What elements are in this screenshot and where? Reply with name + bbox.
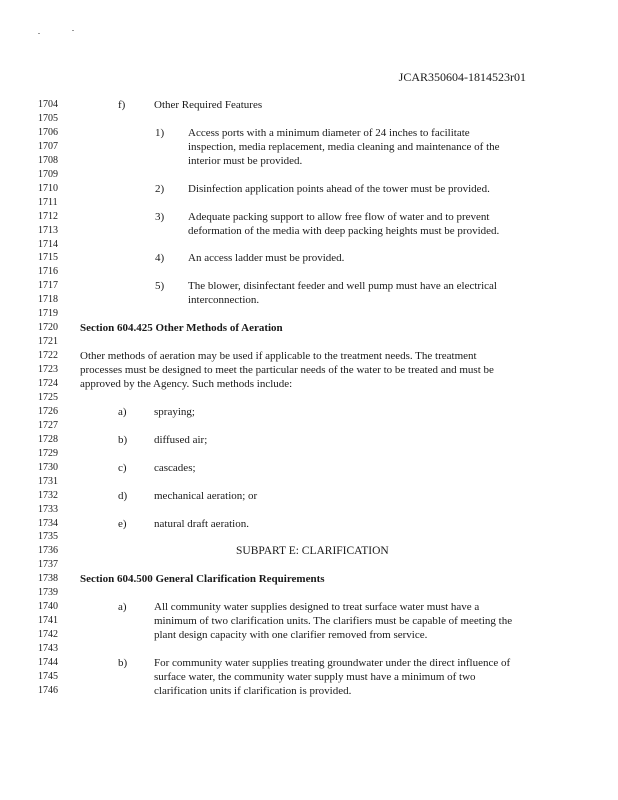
line-text: Access ports with a minimum diameter of 24 inches to facilitate (188, 126, 470, 139)
line-number: 1723 (38, 364, 58, 376)
line-number: 1711 (38, 196, 58, 208)
document-line (38, 656, 578, 670)
line-number: 1706 (38, 126, 58, 138)
document-line (38, 503, 578, 517)
document-line (38, 391, 578, 405)
document-line (38, 586, 578, 600)
line-number: 1739 (38, 587, 58, 599)
document-line (38, 168, 578, 182)
line-number: 1709 (38, 168, 58, 180)
line-text: Disinfection application points ahead of the tower must be provided. (188, 182, 490, 195)
scan-speck (38, 33, 40, 34)
line-number: 1727 (38, 419, 58, 431)
line-number: 1718 (38, 294, 58, 306)
document-line (38, 363, 578, 377)
line-text: clarification units if clarification is provided. (154, 684, 352, 697)
document-line (38, 265, 578, 279)
document-line (38, 321, 578, 335)
line-number: 1742 (38, 629, 58, 641)
line-text: Adequate packing support to allow free flow of water and to prevent (188, 210, 490, 223)
document-line (38, 210, 578, 224)
item-label: a) (118, 601, 127, 614)
document-line (38, 126, 578, 140)
line-number: 1708 (38, 154, 58, 166)
line-number: 1710 (38, 182, 58, 194)
document-line (38, 98, 578, 112)
document-line (38, 572, 578, 586)
document-line (38, 544, 578, 558)
document-line (38, 140, 578, 154)
line-text: inspection, media replacement, media cleaning and maintenance of the (188, 140, 500, 153)
item-label: e) (118, 517, 127, 530)
line-number: 1715 (38, 252, 58, 264)
document-line (38, 293, 578, 307)
line-number: 1720 (38, 322, 58, 334)
line-text: natural draft aeration. (154, 517, 249, 530)
document-line (38, 600, 578, 614)
line-number: 1730 (38, 461, 58, 473)
document-line (38, 154, 578, 168)
line-text: The blower, disinfectant feeder and well pump must have an electrical (188, 280, 497, 293)
line-number: 1732 (38, 489, 58, 501)
subpart-heading: SUBPART E: CLARIFICATION (236, 545, 389, 558)
line-text: diffused air; (154, 433, 208, 446)
line-text: mechanical aeration; or (154, 489, 258, 502)
item-label: b) (118, 433, 128, 446)
line-number: 1724 (38, 378, 58, 389)
line-number: 1741 (38, 615, 58, 627)
document-line (38, 224, 578, 238)
line-number: 1734 (38, 517, 58, 529)
document-line (38, 489, 578, 503)
document-line (38, 335, 578, 349)
scan-speck (72, 30, 74, 31)
line-number: 1707 (38, 140, 58, 152)
line-number: 1725 (38, 391, 58, 403)
line-number: 1737 (38, 559, 58, 571)
line-text: Other methods of aeration may be used if applicable to the treatment needs. The treatment (80, 350, 477, 363)
line-number: 1717 (38, 280, 58, 292)
line-number: 1726 (38, 405, 58, 417)
line-number: 1722 (38, 350, 58, 362)
line-text: Other Required Features (154, 99, 263, 111)
item-label: 2) (155, 182, 165, 195)
line-text: processes must be designed to meet the particular needs of the water to be treated and must be (80, 364, 494, 377)
document-line (38, 642, 578, 656)
line-number: 1716 (38, 266, 58, 278)
document-line (38, 182, 578, 196)
document-line (38, 377, 578, 391)
line-number: 1719 (38, 308, 58, 320)
line-number: 1733 (38, 503, 58, 515)
document-line (38, 251, 578, 265)
line-number: 1731 (38, 475, 58, 487)
document-line (38, 475, 578, 489)
line-text: minimum of two clarification units. The clarifiers must be capable of meeting the (154, 615, 513, 628)
line-number: 1705 (38, 112, 58, 124)
document-id: JCAR350604-1814523r01 (398, 70, 526, 84)
document-line (38, 238, 578, 252)
item-label: c) (118, 461, 127, 474)
document-line (38, 530, 578, 544)
line-text: An access ladder must be provided. (188, 252, 345, 265)
line-text: deformation of the media with deep packing heights must be provided. (188, 224, 500, 237)
line-number: 1713 (38, 224, 58, 236)
document-line (38, 433, 578, 447)
line-number: 1745 (38, 670, 58, 682)
line-text: plant design capacity with one clarifier removed from service. (154, 629, 428, 642)
line-text: surface water, the community water supply must have a minimum of two (154, 670, 476, 683)
item-label: 4) (155, 252, 165, 265)
line-number: 1736 (38, 545, 58, 557)
document-line (38, 517, 578, 531)
item-label: 3) (155, 210, 165, 223)
document-line (38, 684, 578, 698)
line-text: interconnection. (188, 294, 260, 307)
item-label: 5) (155, 280, 165, 293)
document-line (38, 349, 578, 363)
item-label: d) (118, 489, 128, 502)
document-line (38, 447, 578, 461)
line-text: For community water supplies treating groundwater under the direct influence of (154, 657, 511, 669)
line-number: 1740 (38, 601, 58, 613)
line-number: 1721 (38, 336, 58, 348)
line-number: 1728 (38, 433, 58, 445)
line-text: interior must be provided. (188, 154, 303, 167)
section-heading: Section 604.425 Other Methods of Aeration (80, 322, 283, 335)
line-number: 1738 (38, 573, 58, 585)
document-line (38, 196, 578, 210)
item-label: f) (118, 99, 126, 111)
line-number: 1704 (38, 99, 58, 110)
line-number: 1729 (38, 447, 58, 459)
line-number: 1735 (38, 531, 58, 543)
item-label: a) (118, 405, 127, 418)
item-label: b) (118, 657, 128, 669)
line-number: 1744 (38, 657, 58, 668)
document-line (38, 112, 578, 126)
line-number: 1746 (38, 684, 58, 696)
document-line (38, 279, 578, 293)
line-number: 1714 (38, 238, 58, 250)
document-line (38, 405, 578, 419)
line-text: approved by the Agency. Such methods include: (80, 378, 293, 390)
document-line (38, 461, 578, 475)
line-text: All community water supplies designed to treat surface water must have a (154, 601, 480, 614)
line-text: spraying; (154, 405, 195, 418)
document-line (38, 419, 578, 433)
document-line (38, 307, 578, 321)
item-label: 1) (155, 126, 165, 139)
document-line (38, 614, 578, 628)
section-heading: Section 604.500 General Clarification Requirements (80, 573, 325, 586)
document-line (38, 670, 578, 684)
line-number: 1743 (38, 643, 58, 655)
line-text: cascades; (154, 461, 196, 474)
document-line (38, 628, 578, 642)
document-line (38, 558, 578, 572)
line-number: 1712 (38, 210, 58, 222)
